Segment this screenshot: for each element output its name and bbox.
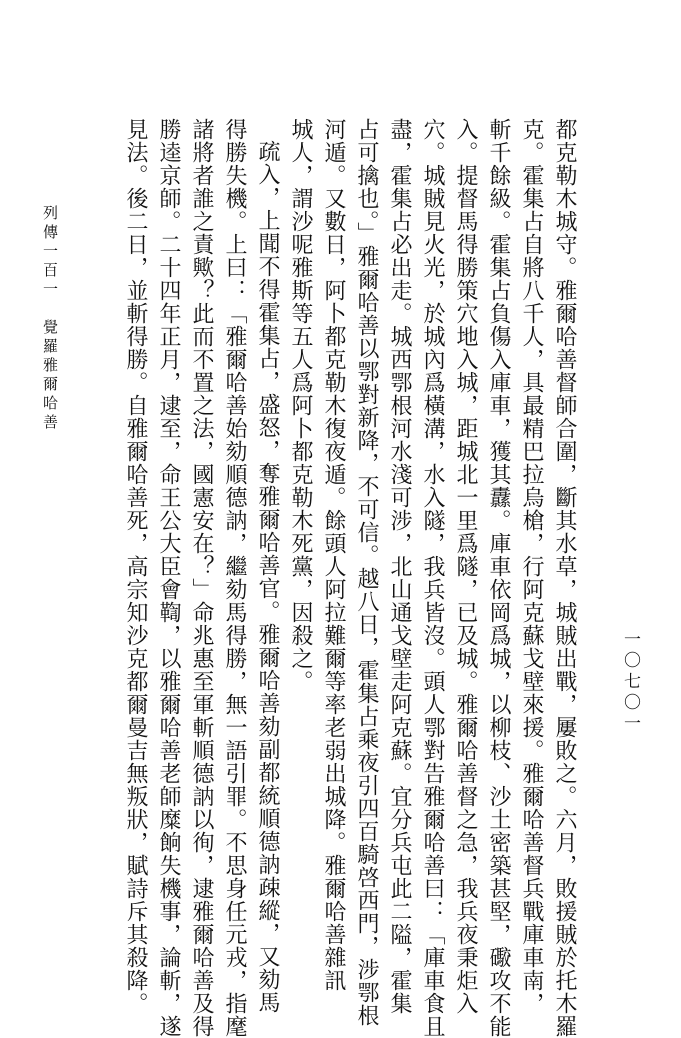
text-column-13: 勝逵京師。二十四年正月，逮至，命王公大臣會鞫，以雅爾哈善老師糜餉失機事，論斬，遂 [156,118,181,1038]
text-column-10: 疏入，上聞不得霍集占，盛怒，奪雅爾哈善官。雅爾哈善劾副都統順德訥疎縱，又劾馬 [255,140,280,1014]
page-number: 一〇七〇一 [620,630,640,735]
text-column-4: 入。提督馬得勝策穴地入城，距城北一里爲隧，已及城。雅爾哈善督之急，我兵夜秉炬入 [453,118,478,1015]
text-column-6: 盡，霍集占必出走。城西鄂根河水淺可涉，北山通戈壁走阿克蘇。宜分兵屯此二隘，霍集 [387,118,412,1015]
text-column-3: 斬千餘級。霍集占負傷入庫車，獲其纛。庫車依岡爲城，以柳枝、沙土密築甚堅，礮攻不能 [486,118,511,1038]
text-column-7: 占可擒也。」雅爾哈善以鄂對新降，不可信。越八日，霍集占乘夜引四百騎啓西門，涉鄂根 [354,118,379,1027]
text-column-11: 得勝失機。上曰：「雅爾哈善始劾順德訥，繼劾馬得勝，無一語引罪。不思身任元戎，指麾 [222,118,247,1038]
text-column-2: 克。霍集占自將八千人，具最精巴拉烏槍，行阿克蘇戈壁來援。雅爾哈善督兵戰庫車南， [519,118,544,1015]
text-column-8: 河遁。又數日，阿卜都克勒木復夜遁。餘頭人阿拉難爾等率老弱出城降。雅爾哈善雜訊 [321,118,346,992]
running-title: 列傳一百一 覺羅雅爾哈善 [41,205,59,433]
text-column-5: 穴。城賊見火光，於城內爲橫溝，水入隧，我兵皆沒。頭人鄂對告雅爾哈善曰：「庫車食且 [420,118,445,1038]
text-column-1: 都克勒木城守。雅爾哈善督師合圍，斷其水草，城賊出戰，屢敗之。六月，敗援賊於托木羅 [552,118,577,1038]
text-column-9: 城人，謂沙呢雅斯等五人爲阿卜都克勒木死黨，因殺之。 [288,118,313,693]
main-text [91,118,581,1038]
text-column-14: 見法。後二日，並斬得勝。自雅爾哈善死，高宗知沙克都爾曼吉無叛狀，賦詩斥其殺降。 [123,118,148,1015]
text-column-12: 諸將者誰之責歟？此而不置之法，國憲安在？」命兆惠至軍斬順德訥以徇，逮雅爾哈善及得 [189,118,214,1038]
